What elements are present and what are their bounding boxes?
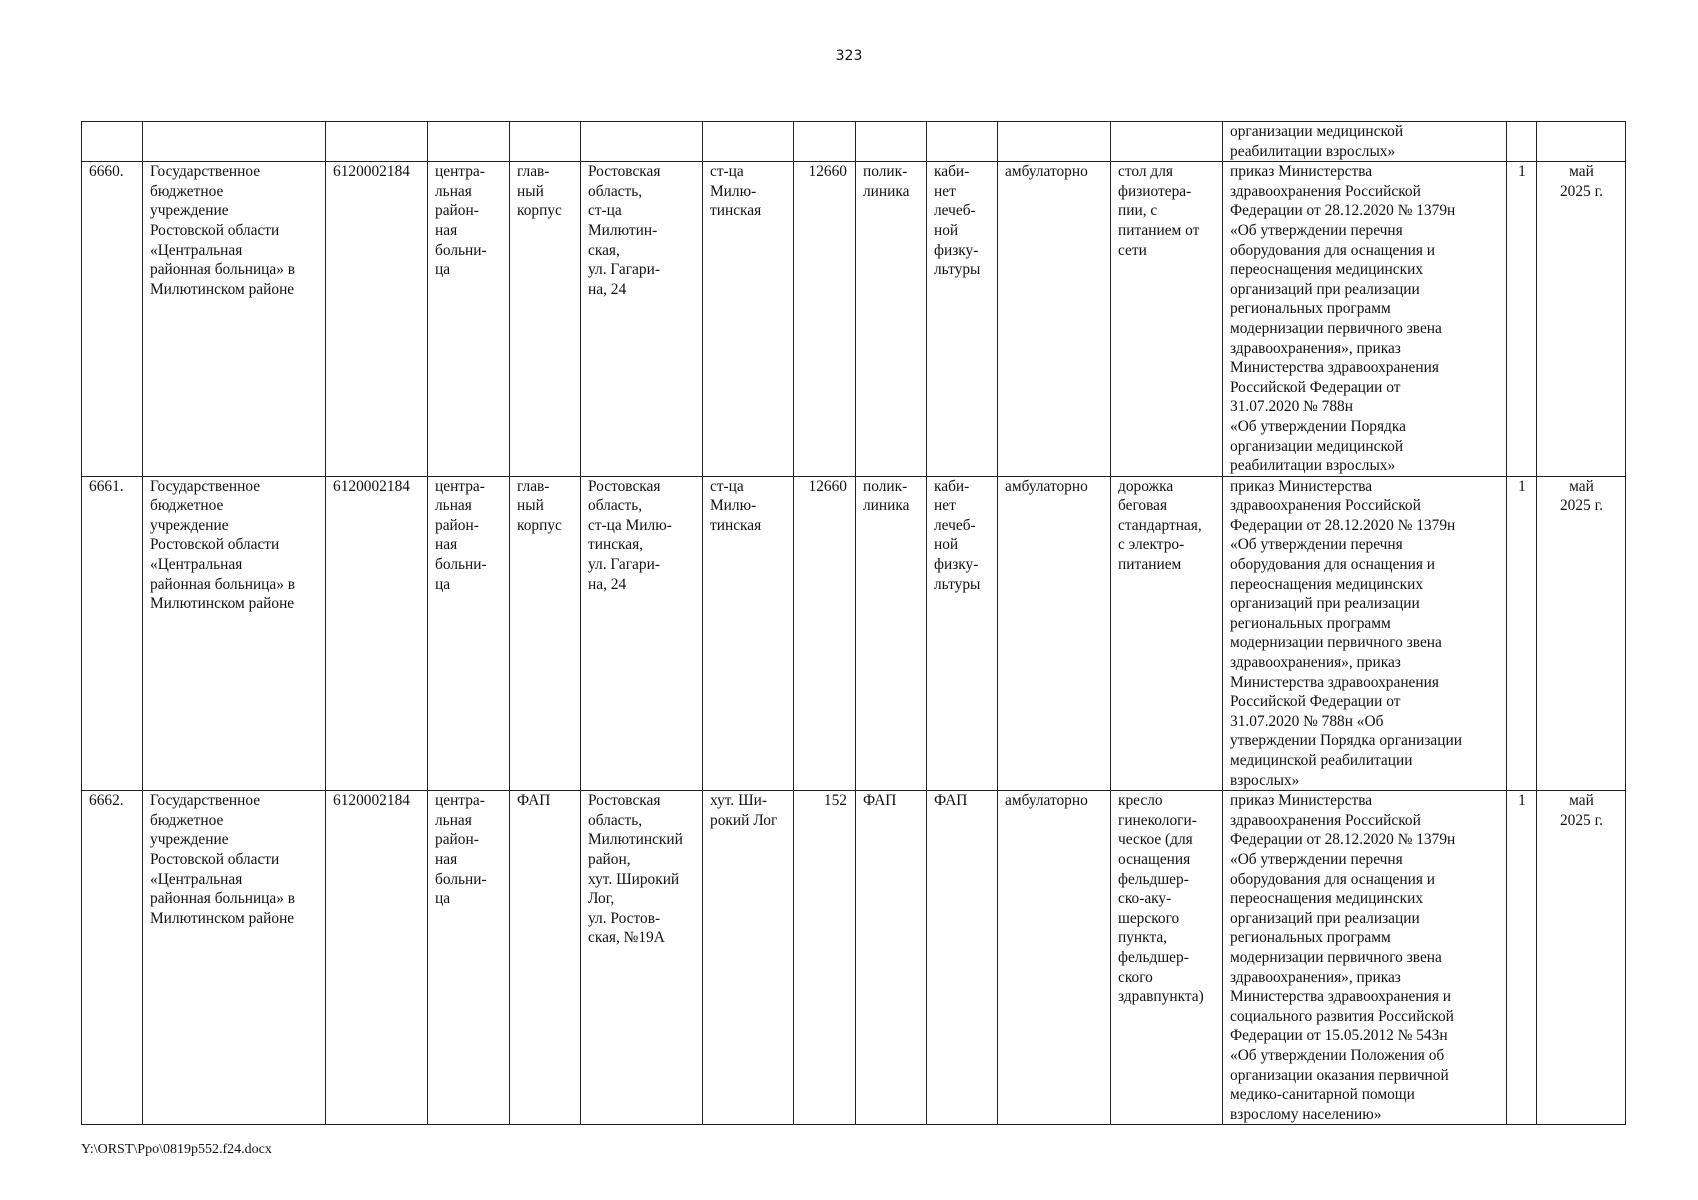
cell-num — [82, 122, 143, 162]
table-row — [82, 162, 1626, 477]
cell-org-type: центра- льная район- ная больни- ца — [428, 476, 510, 791]
cell-date: май 2025 г. — [1537, 162, 1626, 477]
cell-inn: 6120002184 — [326, 476, 428, 791]
cell-equipment — [1111, 122, 1223, 162]
cell-settlement — [703, 122, 794, 162]
cell-building: ФАП — [510, 791, 581, 1125]
cell-equipment: дорожка беговая стандартная, с электро- питанием — [1111, 476, 1223, 791]
cell-population: 12660 — [794, 476, 856, 791]
cell-room: каби- нет лечеб- ной физку- льтуры — [927, 162, 998, 477]
cell-organization — [143, 122, 326, 162]
cell-legal-basis: приказ Министерства здравоохранения Российской Федерации от 28.12.2020 № 1379н «Об утверждении перечня оборудования для оснащения и переоснащения медицинских организаций при реализации региональных программ модернизации первичного звена здравоохранения», приказ Министерства здравоохранения Российской Федерации от 31.07.2020 № 788н «Об утверждении Порядка организации медицинской реабилитации взрослых» — [1223, 476, 1507, 791]
cell-inn: 6120002184 — [326, 791, 428, 1125]
cell-unit: полик- линика — [856, 476, 927, 791]
table-row — [82, 791, 1626, 1125]
cell-room: ФАП — [927, 791, 998, 1125]
cell-num: 6662. — [82, 791, 143, 1125]
cell-organization: Государственное бюджетное учреждение Ростовской области «Центральная районная больница» в Милютинском районе — [143, 476, 326, 791]
cell-qty: 1 — [1507, 162, 1537, 477]
cell-settlement: хут. Ши- рокий Лог — [703, 791, 794, 1125]
cell-settlement: ст-ца Милю- тинская — [703, 476, 794, 791]
cell-building: глав- ный корпус — [510, 162, 581, 477]
table-row-continuation — [82, 122, 1626, 162]
cell-population — [794, 122, 856, 162]
cell-inn: 6120002184 — [326, 162, 428, 477]
cell-population: 12660 — [794, 162, 856, 477]
cell-address: Ростовская область, ст-ца Милю- тинская, ул. Гагари- на, 24 — [581, 476, 703, 791]
cell-qty: 1 — [1507, 791, 1537, 1125]
equipment-table — [81, 121, 1626, 1125]
cell-inn — [326, 122, 428, 162]
cell-qty — [1507, 122, 1537, 162]
cell-qty: 1 — [1507, 476, 1537, 791]
page-number: 323 — [835, 48, 863, 64]
cell-building — [510, 122, 581, 162]
cell-num: 6660. — [82, 162, 143, 477]
cell-date: май 2025 г. — [1537, 476, 1626, 791]
cell-settlement: ст-ца Милю- тинская — [703, 162, 794, 477]
cell-org-type — [428, 122, 510, 162]
cell-unit — [856, 122, 927, 162]
cell-care-form: амбулаторно — [998, 476, 1111, 791]
cell-unit: полик- линика — [856, 162, 927, 477]
cell-equipment: стол для физиотера- пии, с питанием от сети — [1111, 162, 1223, 477]
cell-equipment: кресло гинекологи- ческое (для оснащения фельдшер- ско-аку- шерского пункта, фельдшер- ского здравпункта) — [1111, 791, 1223, 1125]
cell-date: май 2025 г. — [1537, 791, 1626, 1125]
cell-unit: ФАП — [856, 791, 927, 1125]
cell-care-form: амбулаторно — [998, 162, 1111, 477]
cell-legal-basis: организации медицинской реабилитации взрослых» — [1223, 122, 1507, 162]
cell-org-type: центра- льная район- ная больни- ца — [428, 791, 510, 1125]
cell-organization: Государственное бюджетное учреждение Ростовской области «Центральная районная больница» в Милютинском районе — [143, 162, 326, 477]
cell-building: глав- ный корпус — [510, 476, 581, 791]
cell-legal-basis: приказ Министерства здравоохранения Российской Федерации от 28.12.2020 № 1379н «Об утверждении перечня оборудования для оснащения и переоснащения медицинских организаций при реализации региональных программ модернизации первичного звена здравоохранения», приказ Министерства здравоохранения Российской Федерации от 31.07.2020 № 788н «Об утверждении Порядка организации медицинской реабилитации взрослых» — [1223, 162, 1507, 477]
cell-organization: Государственное бюджетное учреждение Ростовской области «Центральная районная больница» в Милютинском районе — [143, 791, 326, 1125]
cell-org-type: центра- льная район- ная больни- ца — [428, 162, 510, 477]
cell-population: 152 — [794, 791, 856, 1125]
cell-date — [1537, 122, 1626, 162]
cell-num: 6661. — [82, 476, 143, 791]
footer-file-path: Y:\ORST\Ppo\0819p552.f24.docx — [81, 1142, 272, 1157]
cell-care-form — [998, 122, 1111, 162]
cell-legal-basis: приказ Министерства здравоохранения Российской Федерации от 28.12.2020 № 1379н «Об утверждении перечня оборудования для оснащения и переоснащения медицинских организаций при реализации региональных программ модернизации первичного звена здравоохранения», приказ Министерства здравоохранения и социального развития Российской Федерации от 15.05.2012 № 543н «Об утверждении Положения об организации оказания первичной медико-санитарной помощи взрослому населению» — [1223, 791, 1507, 1125]
cell-address: Ростовская область, Милютинский район, хут. Широкий Лог, ул. Ростов- ская, №19А — [581, 791, 703, 1125]
cell-address — [581, 122, 703, 162]
table-row — [82, 476, 1626, 791]
cell-address: Ростовская область, ст-ца Милютин- ская, ул. Гагари- на, 24 — [581, 162, 703, 477]
cell-care-form: амбулаторно — [998, 791, 1111, 1125]
cell-room: каби- нет лечеб- ной физку- льтуры — [927, 476, 998, 791]
cell-room — [927, 122, 998, 162]
